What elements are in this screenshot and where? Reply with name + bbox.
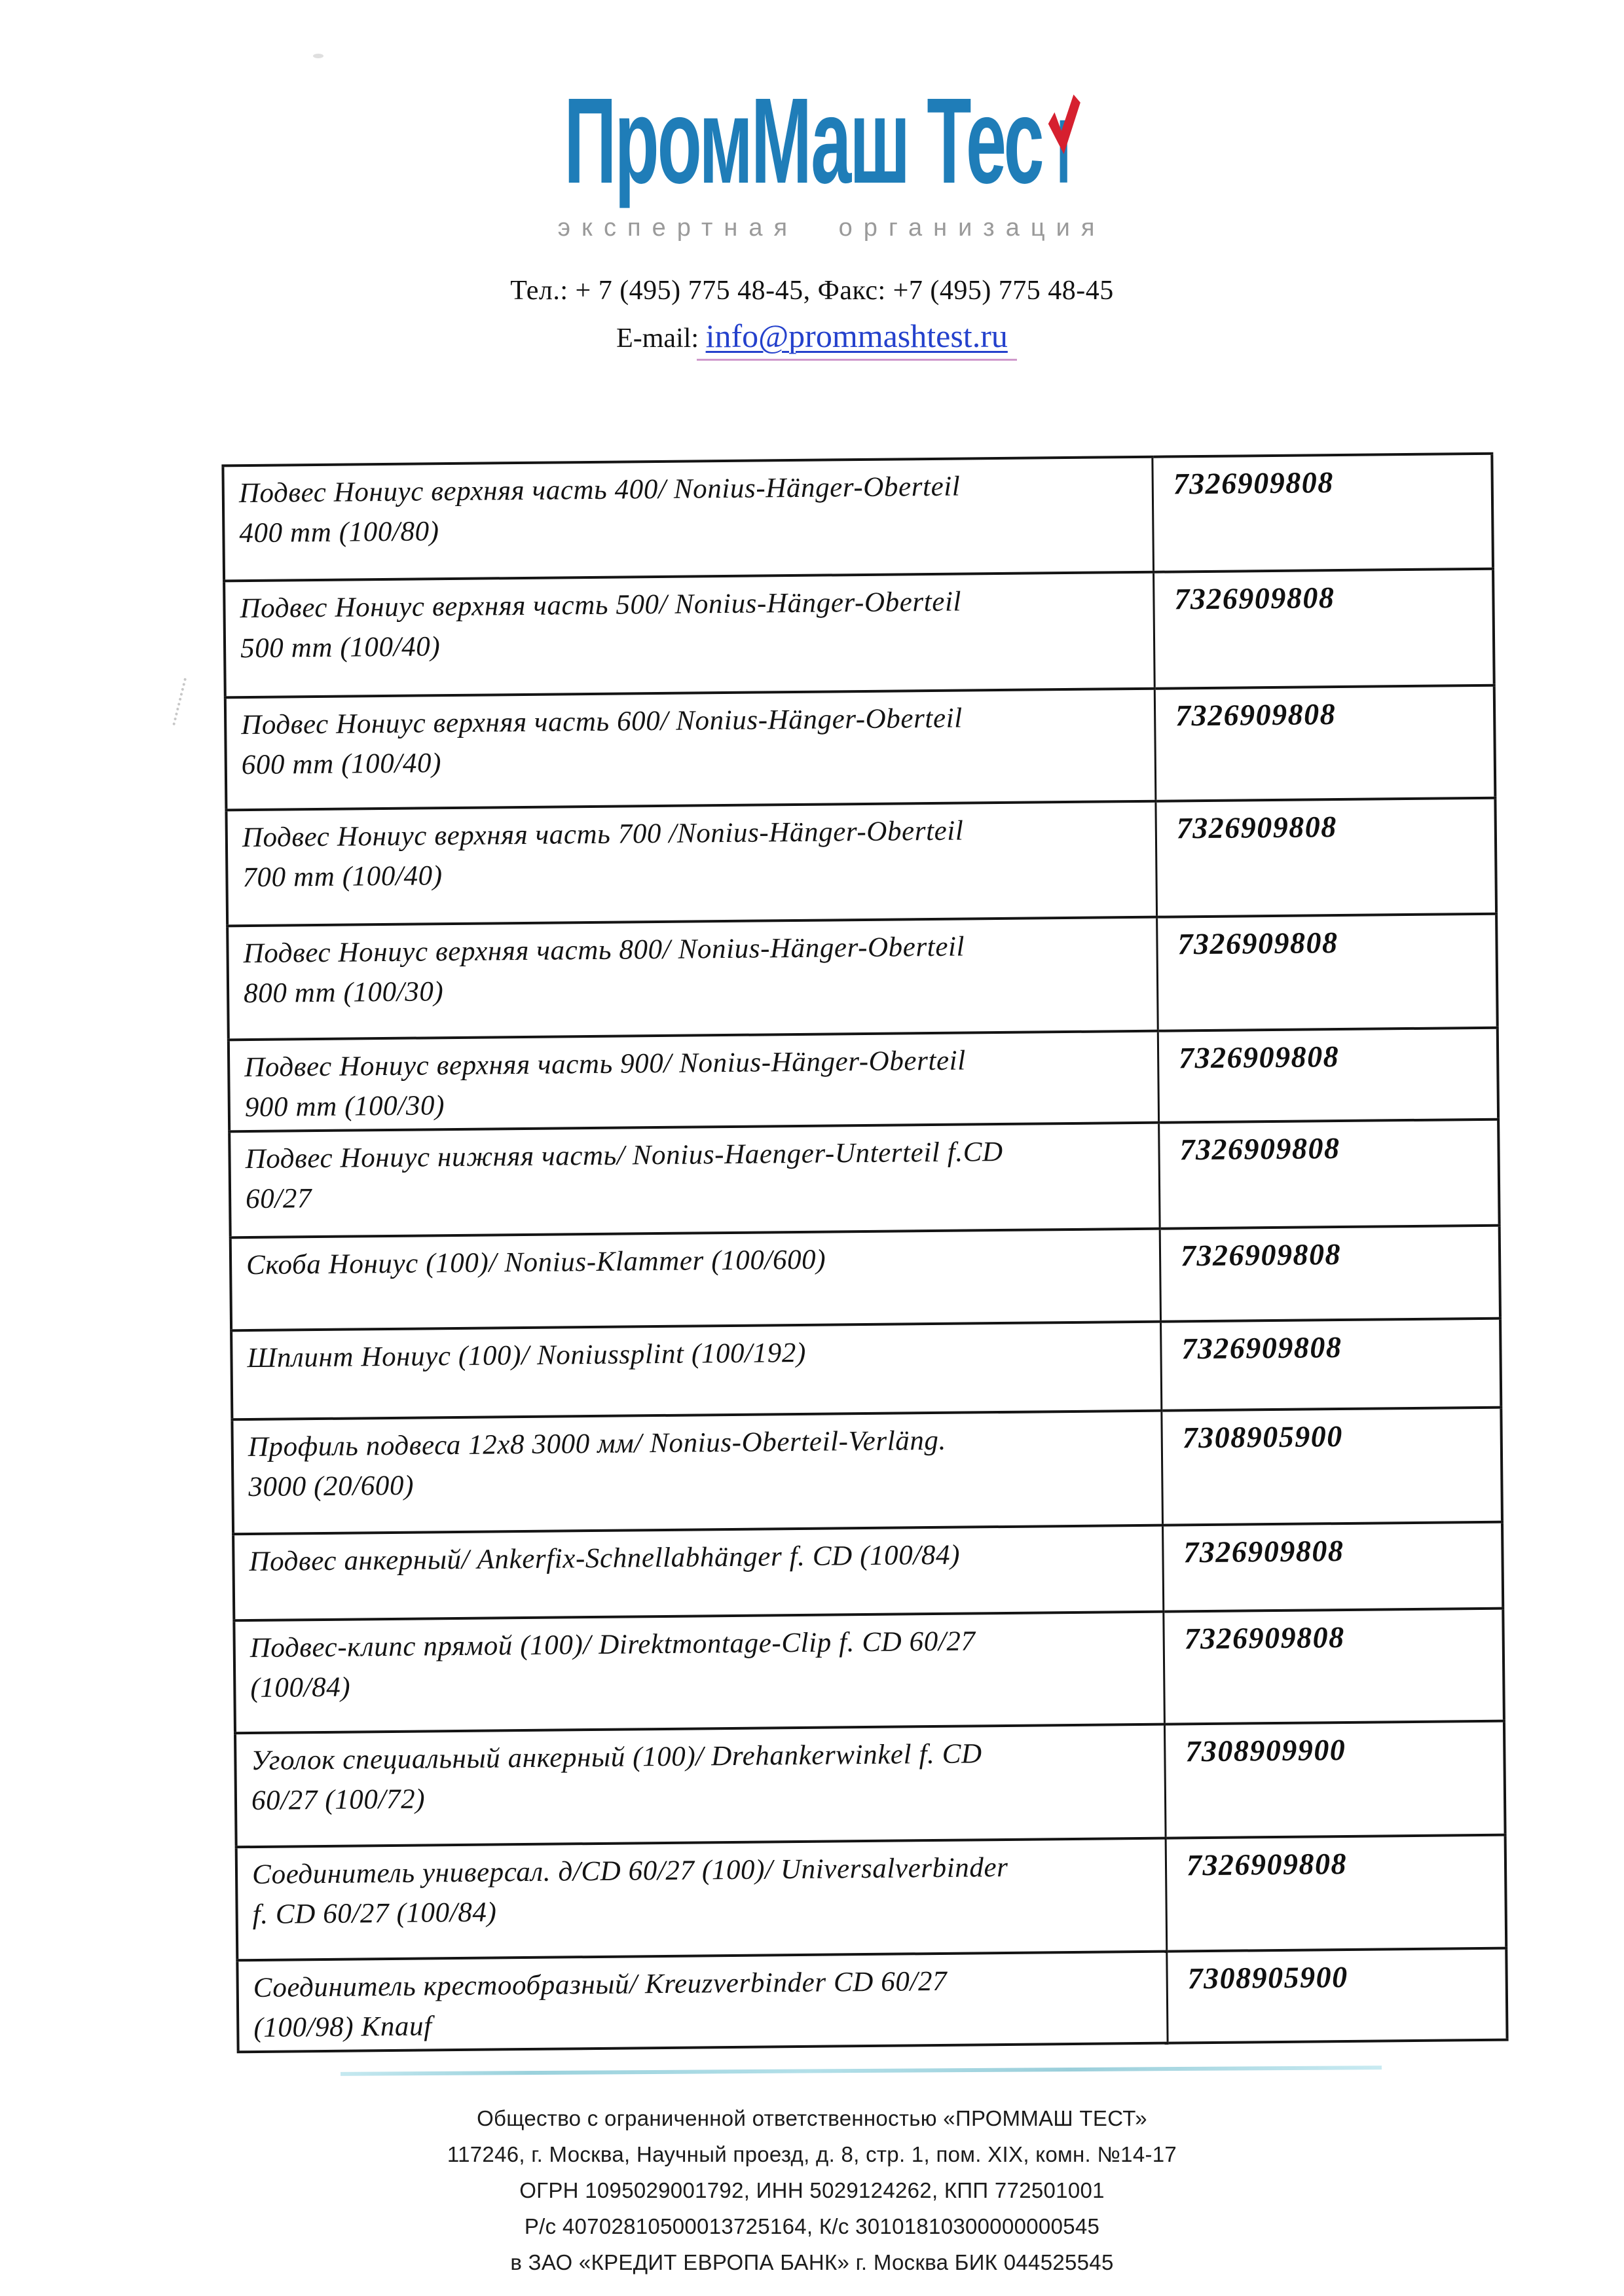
table-row [224, 569, 1494, 698]
product-name-cell: Профиль подвеса 12x8 3000 мм/ Nonius-Oberteil-Verläng. 3000 (20/600) [232, 1411, 1162, 1535]
table-row [229, 1028, 1498, 1132]
email-line [0, 317, 1624, 355]
table-row [236, 1835, 1507, 1961]
code-cell: 7326909808 [1158, 1028, 1498, 1123]
product-name-cell: Шплинт Нониус (100)/ Noniussplint (100/192) [231, 1322, 1162, 1420]
code-cell: 7326909808 [1164, 1609, 1504, 1724]
contact-block [0, 275, 1624, 355]
brand-wordmark [564, 73, 1084, 209]
footer-line: ОГРН 1095029001792, ИНН 5029124262, КПП 772501001 [519, 2178, 1105, 2202]
brand-text: ПромМаш Тес [564, 73, 1043, 209]
footer-line: Р/с 40702810500013725164, К/с 30101810300000000545 [524, 2214, 1100, 2238]
product-name-cell: Подвес анкерный/ Ankerfix-Schnellabhänger f. CD (100/84) [233, 1525, 1164, 1621]
product-name-cell: Подвес Нониус верхняя часть 700 /Nonius-Hänger-Oberteil 700 mm (100/40) [226, 801, 1156, 926]
code-cell: 7326909808 [1153, 454, 1493, 572]
product-name-cell: Подвес Нониус верхняя часть 600/ Nonius-Hänger-Oberteil 600 mm (100/40) [225, 689, 1156, 811]
separator-line [341, 2066, 1382, 2076]
brand-final-letter-checkmark-icon [1045, 94, 1083, 183]
footer-line: Общество с ограниченной ответственностью «ПРОММАШ ТЕСТ» [477, 2106, 1147, 2130]
product-name-cell: Подвес-клипс прямой (100)/ Direktmontage-Clip f. CD 60/27 (100/84) [234, 1612, 1164, 1734]
code-cell: 7326909808 [1154, 569, 1494, 689]
table-row [226, 798, 1496, 926]
scan-artifact [172, 678, 193, 727]
code-cell: 7326909808 [1160, 1319, 1501, 1411]
table-row [235, 1721, 1505, 1848]
product-name-cell: Подвес Нониус верхняя часть 400/ Nonius-Hänger-Oberteil 400 mm (100/80) [223, 457, 1153, 581]
product-name-cell: Уголок специальный анкерный (100)/ Drehankerwinkel f. CD 60/27 (100/72) [235, 1724, 1166, 1848]
code-cell: 7326909808 [1156, 798, 1496, 917]
code-cell: 7326909808 [1157, 914, 1498, 1031]
table-row [231, 1319, 1501, 1420]
table-row [234, 1609, 1504, 1734]
product-name-cell: Подвес Нониус верхняя часть 800/ Nonius-Hänger-Oberteil 800 mm (100/30) [227, 917, 1158, 1040]
code-cell: 7326909808 [1154, 685, 1495, 801]
products-table [221, 452, 1508, 2054]
table-row [225, 685, 1496, 811]
table-row [233, 1522, 1503, 1621]
table-row [223, 454, 1493, 581]
product-name-cell: Соединитель универсал. д/CD 60/27 (100)/ Universalverbinder f. CD 60/27 (100/84) [236, 1838, 1167, 1961]
logo-subtitle: экспертная организация [557, 214, 1106, 242]
code-cell: 7326909808 [1160, 1226, 1500, 1322]
code-cell: 7326909808 [1166, 1835, 1506, 1952]
code-cell: 7326909808 [1162, 1522, 1503, 1612]
table-row [237, 1948, 1507, 2052]
table-row [232, 1408, 1502, 1535]
product-name-cell: Подвес Нониус нижняя часть/ Nonius-Haenger-Unterteil f.CD 60/27 [229, 1123, 1160, 1238]
product-name-cell: Подвес Нониус верхняя часть 900/ Nonius-Hänger-Oberteil 900 mm (100/30) [229, 1031, 1159, 1132]
product-name-cell: Подвес Нониус верхняя часть 500/ Nonius-Hänger-Oberteil 500 mm (100/40) [224, 572, 1154, 698]
code-cell: 7308905900 [1162, 1408, 1502, 1525]
email-label: E-mail: [616, 323, 706, 354]
product-name-cell: Соединитель крестообразный/ Kreuzverbinder CD 60/27 (100/98) Knauf [237, 1952, 1168, 2052]
products-table-grid [221, 452, 1508, 2054]
table-row [229, 1120, 1499, 1238]
table-row [231, 1226, 1500, 1331]
scan-speck [313, 54, 323, 58]
footer [0, 2100, 1624, 2280]
code-cell: 7308909900 [1164, 1721, 1505, 1838]
code-cell: 7308905900 [1167, 1948, 1507, 2043]
code-cell: 7326909808 [1159, 1120, 1500, 1229]
footer-line: в ЗАО «КРЕДИТ ЕВРОПА БАНК» г. Москва БИК 044525545 [510, 2250, 1114, 2274]
table-row [227, 914, 1498, 1040]
footer-line: 117246, г. Москва, Научный проезд, д. 8, стр. 1, пом. XIX, комн. №14-17 [447, 2142, 1177, 2166]
email-link[interactable]: info@prommashtest.ru [705, 318, 1008, 354]
company-logo [0, 73, 1624, 242]
product-name-cell: Скоба Нониус (100)/ Nonius-Klammer (100/600) [231, 1229, 1161, 1331]
phone-fax-line: Тел.: + 7 (495) 775 48-45, Факс: +7 (495) 775 48-45 [510, 276, 1114, 306]
